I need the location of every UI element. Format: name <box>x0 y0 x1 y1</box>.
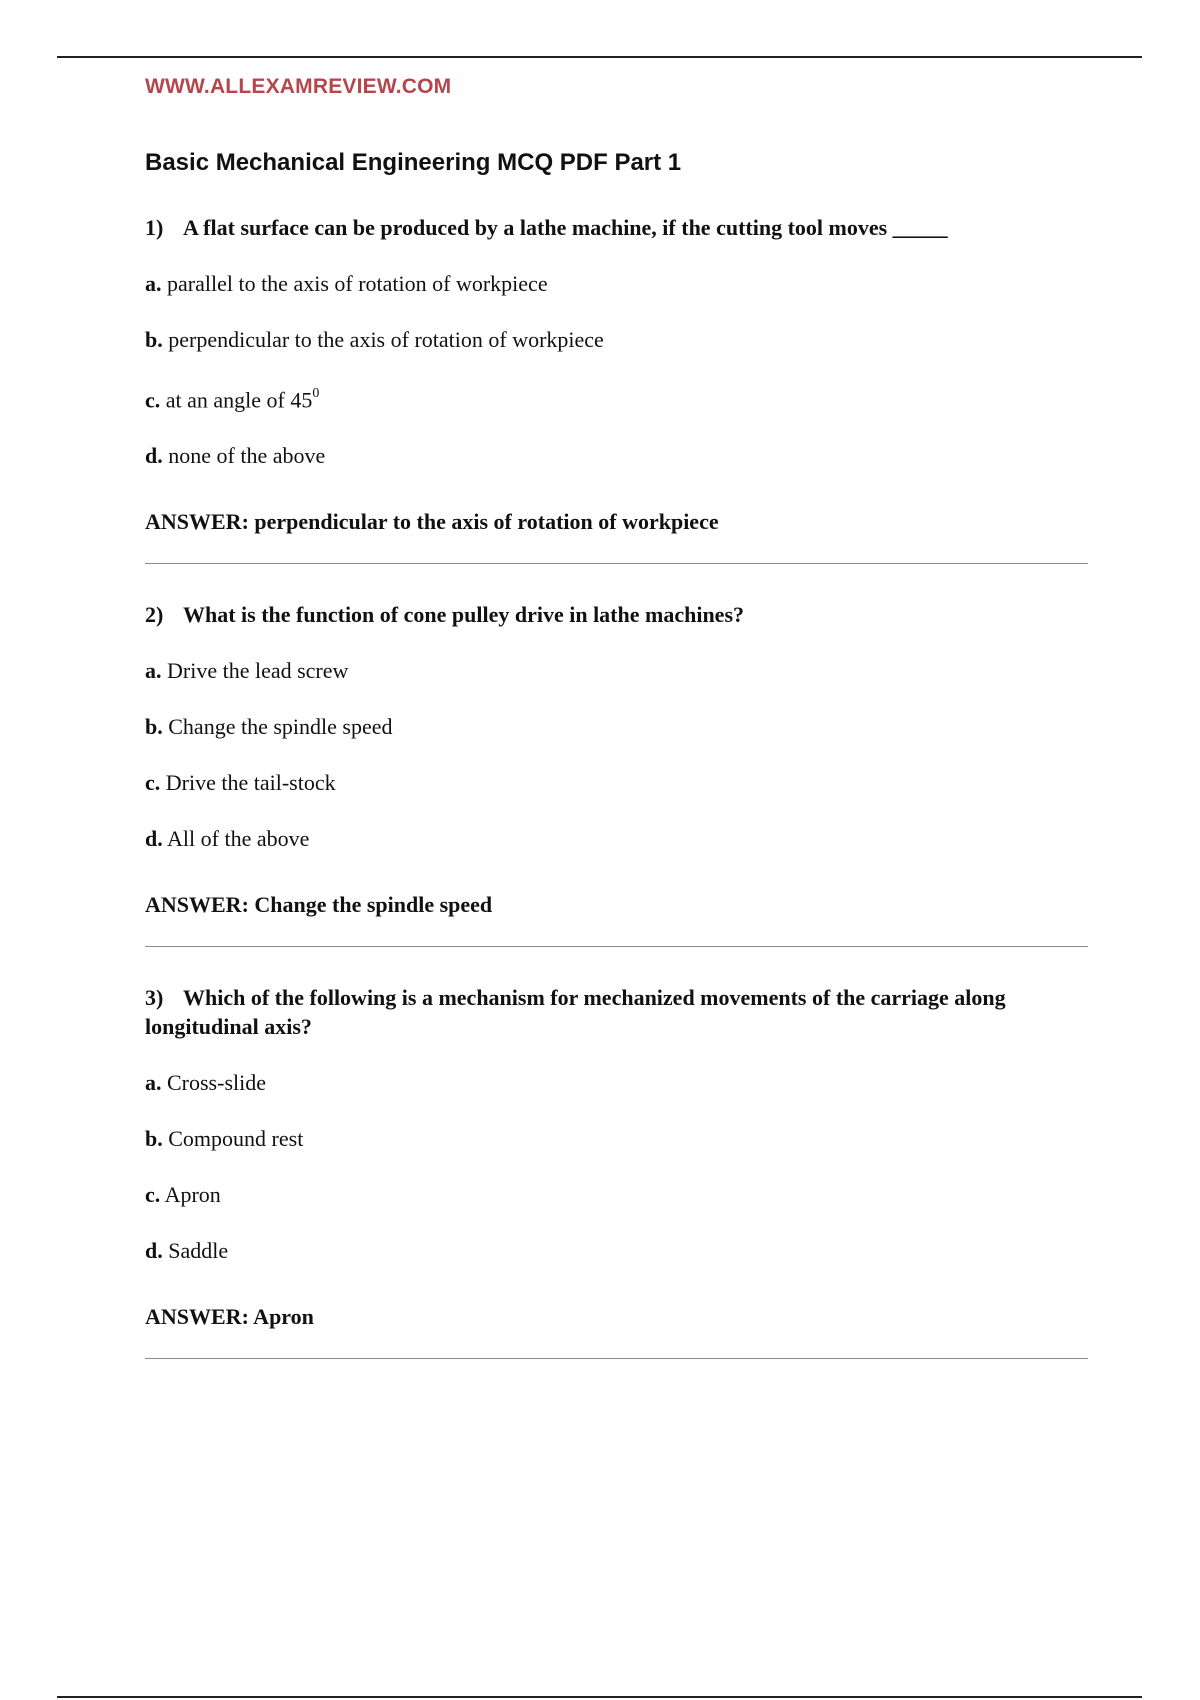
question-divider <box>145 946 1088 947</box>
question-text <box>145 983 1088 1041</box>
question-2 <box>145 600 1088 947</box>
option-letter: b. <box>145 327 163 352</box>
question-divider <box>145 563 1088 564</box>
question-body: Which of the following is a mechanism for mechanized movements of the carriage along longitudinal axis? <box>145 985 1006 1040</box>
site-url-header[interactable]: WWW.ALLEXAMREVIEW.COM <box>145 75 452 98</box>
option-text: none of the above <box>168 443 326 469</box>
document-content <box>145 70 1088 1359</box>
option-letter: c. <box>145 770 161 796</box>
option-letter: d. <box>145 826 163 852</box>
option-a <box>145 270 1088 298</box>
question-text <box>145 600 1088 629</box>
option-letter: d. <box>145 1238 163 1264</box>
option-a <box>145 657 1088 685</box>
option-text: parallel to the axis of rotation of workpiece <box>167 271 548 296</box>
option-text: Drive the lead screw <box>167 658 349 684</box>
option-text: at an angle of 45 <box>165 387 313 413</box>
option-text: Drive the tail-stock <box>165 770 336 796</box>
option-text: Apron <box>164 1182 221 1208</box>
option-c <box>145 1181 1088 1209</box>
option-letter: a. <box>145 658 162 684</box>
option-letter: a. <box>145 1070 162 1096</box>
answer-line: ANSWER: Apron <box>145 1304 314 1330</box>
option-d <box>145 825 1088 853</box>
option-letter: c. <box>145 1182 161 1208</box>
page-title: Basic Mechanical Engineering MCQ PDF Part 1 <box>145 149 682 176</box>
option-b <box>145 326 1088 354</box>
option-b <box>145 1125 1088 1153</box>
option-c <box>145 769 1088 797</box>
answer-line: ANSWER: perpendicular to the axis of rotation of workpiece <box>145 509 719 535</box>
degree-superscript: 0 <box>312 386 320 401</box>
question-number: 1) <box>145 215 164 240</box>
option-text: Change the spindle speed <box>168 714 393 740</box>
option-letter: a. <box>145 271 162 296</box>
option-d <box>145 1237 1088 1265</box>
option-text: perpendicular to the axis of rotation of workpiece <box>168 327 604 352</box>
option-text: Cross-slide <box>167 1070 266 1096</box>
option-a <box>145 1069 1088 1097</box>
page-top-rule <box>57 56 1142 58</box>
question-3 <box>145 983 1088 1359</box>
option-letter: b. <box>145 714 163 740</box>
option-text: Saddle <box>168 1238 229 1264</box>
option-d <box>145 442 1088 470</box>
option-text: All of the above <box>167 826 310 852</box>
question-text <box>145 213 1088 242</box>
option-c <box>145 382 1088 414</box>
question-body: What is the function of cone pulley drive in lathe machines? <box>183 602 745 628</box>
page-bottom-rule <box>57 1696 1142 1698</box>
question-number: 2) <box>145 602 164 628</box>
option-letter: b. <box>145 1126 163 1152</box>
question-number: 3) <box>145 985 164 1011</box>
question-body: A flat surface can be produced by a lathe machine, if the cutting tool moves _____ <box>183 215 948 240</box>
option-b <box>145 713 1088 741</box>
option-text: Compound rest <box>168 1126 304 1152</box>
question-divider <box>145 1358 1088 1359</box>
option-letter: d. <box>145 443 163 469</box>
answer-line: ANSWER: Change the spindle speed <box>145 892 493 918</box>
option-letter: c. <box>145 387 161 413</box>
question-1 <box>145 213 1088 564</box>
